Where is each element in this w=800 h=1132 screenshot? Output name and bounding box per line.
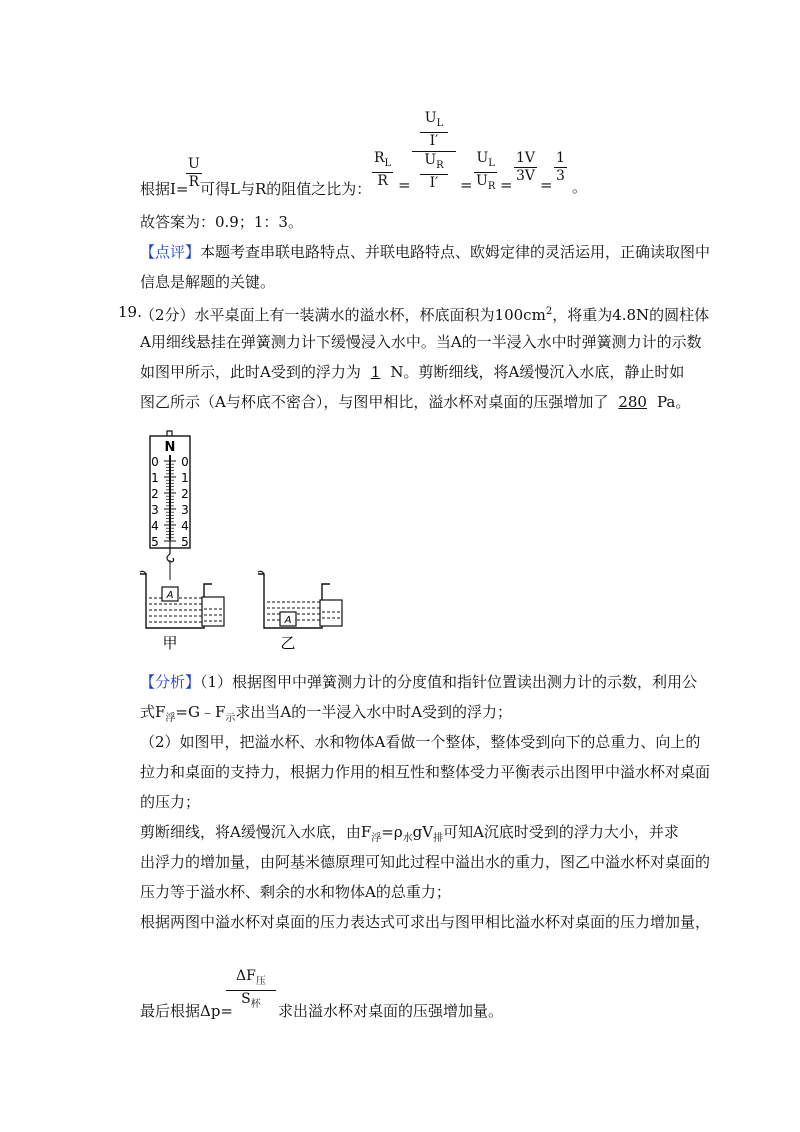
analysis-line9: 根据两图中溢水杯对桌面的压力表达式可求出与图甲相比溢水杯对桌面的压力增加量， bbox=[140, 913, 711, 931]
rl-over-r bbox=[372, 150, 393, 190]
delta-p-suffix: 求出溢水杯对桌面的压强增加量。 bbox=[278, 1002, 504, 1020]
scale-tick-label: 4 bbox=[181, 519, 189, 533]
rl-sub: L bbox=[384, 157, 392, 169]
v1: 1V bbox=[516, 150, 536, 166]
one: 1 bbox=[556, 150, 565, 166]
scale-tick-label: 2 bbox=[151, 487, 159, 501]
eq2: = bbox=[460, 176, 473, 194]
one-third bbox=[554, 150, 567, 185]
spring-scale bbox=[150, 431, 190, 580]
ohm-num: U bbox=[188, 156, 200, 172]
question-line3: 如图甲所示，此时A受到的浮力为 1 N。剪断细线，将A缓慢沉入水底，静止时如 bbox=[140, 363, 685, 381]
label-yi: 乙 bbox=[280, 634, 296, 652]
v3: 3V bbox=[516, 168, 536, 184]
three: 3 bbox=[556, 168, 565, 184]
eq1: = bbox=[398, 176, 411, 194]
scale-tick-label: 0 bbox=[181, 455, 189, 469]
answer-buoyancy: 1 bbox=[370, 363, 381, 381]
ohm-den: R bbox=[188, 174, 200, 190]
comment-text1: 本题考查串联电路特点、并联电路特点、欧姆定律的灵活运用，正确读取图中 bbox=[200, 243, 711, 261]
r: R bbox=[377, 172, 388, 189]
analysis-line10 bbox=[140, 968, 640, 1028]
iprime-top: I′ bbox=[420, 132, 448, 149]
scale-tick-label: 3 bbox=[181, 503, 189, 517]
cup-jia bbox=[140, 571, 224, 652]
scale-tick-label: 4 bbox=[151, 519, 159, 533]
question-number: 19. bbox=[118, 303, 142, 321]
question-line4: 图乙所示（A与杯底不密合），与图甲相比，溢水杯对桌面的压强增加了 280 Pa。 bbox=[140, 393, 691, 411]
label-jia: 甲 bbox=[162, 634, 178, 652]
answer-pressure: 280 bbox=[618, 393, 647, 411]
delta-p-prefix: 最后根据Δp= bbox=[140, 1002, 234, 1020]
experiment-figure bbox=[136, 428, 356, 652]
ul-top: $U_L$ bbox=[424, 110, 444, 129]
question-line1: （2分）水平桌面上有一装满水的溢水杯，杯底面积为$100cm^2$，将重为4.8N的圆柱体 bbox=[140, 306, 710, 324]
scale-unit: N bbox=[164, 440, 176, 455]
analysis-line2: 式$F_浮=G﹣F_示$求出当A的一半浸入水中时A受到的浮力； bbox=[140, 703, 513, 724]
scale-tick-label: 5 bbox=[181, 535, 189, 549]
ratio-period: 。 bbox=[572, 178, 588, 196]
analysis-line5: 的压力； bbox=[140, 793, 201, 811]
block-a-jia: A bbox=[166, 590, 174, 601]
scale-tick-label: 1 bbox=[181, 471, 189, 485]
comment-line1 bbox=[140, 242, 710, 262]
analysis-line6: 剪断细线，将A缓慢沉入水底，由$F_浮=\rho_水gV_排$可知A沉底时受到的浮力大小，并求 bbox=[140, 823, 679, 844]
answer-line: 故答案为：0.9；1：3。 bbox=[140, 213, 303, 231]
analysis-line3: （2）如图甲，把溢水杯、水和物体A看做一个整体，整体受到向下的总重力、向上的 bbox=[140, 733, 701, 751]
comment-tag: 【点评】 bbox=[140, 243, 201, 261]
analysis-line7: 出浮力的增加量，由阿基米德原理可知此过程中溢出水的重力，图乙中溢水杯对桌面的 bbox=[140, 853, 711, 871]
ratio-middle: 可得L与R的阻值之比为： bbox=[200, 180, 372, 198]
ur-mid: $U_R$ bbox=[412, 151, 456, 174]
scale-tick-label: 1 bbox=[151, 471, 159, 485]
pressure-fraction: $\Delta F_压$ $S_杯$ bbox=[226, 968, 276, 1013]
compound-fraction bbox=[412, 110, 456, 191]
analysis-line1: 【分析】（1）根据图甲中弹簧测力计的分度值和指针位置读出测力计的示数，利用公 bbox=[140, 673, 698, 691]
cup-yi bbox=[258, 571, 342, 652]
scale-tick-label: 5 bbox=[151, 535, 159, 549]
analysis-line8: 压力等于溢水杯、剩余的水和物体A的总重力； bbox=[140, 883, 451, 901]
analysis-tag: 【分析】 bbox=[140, 673, 201, 691]
eq4: = bbox=[540, 176, 553, 194]
question-line2: A用细线悬挂在弹簧测力计下缓慢浸入水中。当A的一半浸入水中时弹簧测力计的示数 bbox=[140, 333, 702, 351]
iprime-bot: I′ bbox=[420, 174, 448, 191]
scale-tick-label: 3 bbox=[151, 503, 159, 517]
eq3: = bbox=[500, 176, 513, 194]
volt-fraction bbox=[514, 150, 537, 185]
block-a-yi: A bbox=[284, 615, 292, 626]
analysis-line4: 拉力和桌面的支持力，根据力作用的相互性和整体受力平衡表示出图甲中溢水杯对桌面 bbox=[140, 763, 711, 781]
comment-line2: 信息是解题的关键。 bbox=[140, 273, 276, 291]
ul-over-ur: $\frac{U_L}{U_R}$ bbox=[476, 150, 496, 192]
ratio-prefix: 根据I= bbox=[140, 180, 189, 198]
rl: R bbox=[374, 150, 385, 166]
scale-tick-label: 2 bbox=[181, 487, 189, 501]
scale-tick-label: 0 bbox=[151, 455, 159, 469]
